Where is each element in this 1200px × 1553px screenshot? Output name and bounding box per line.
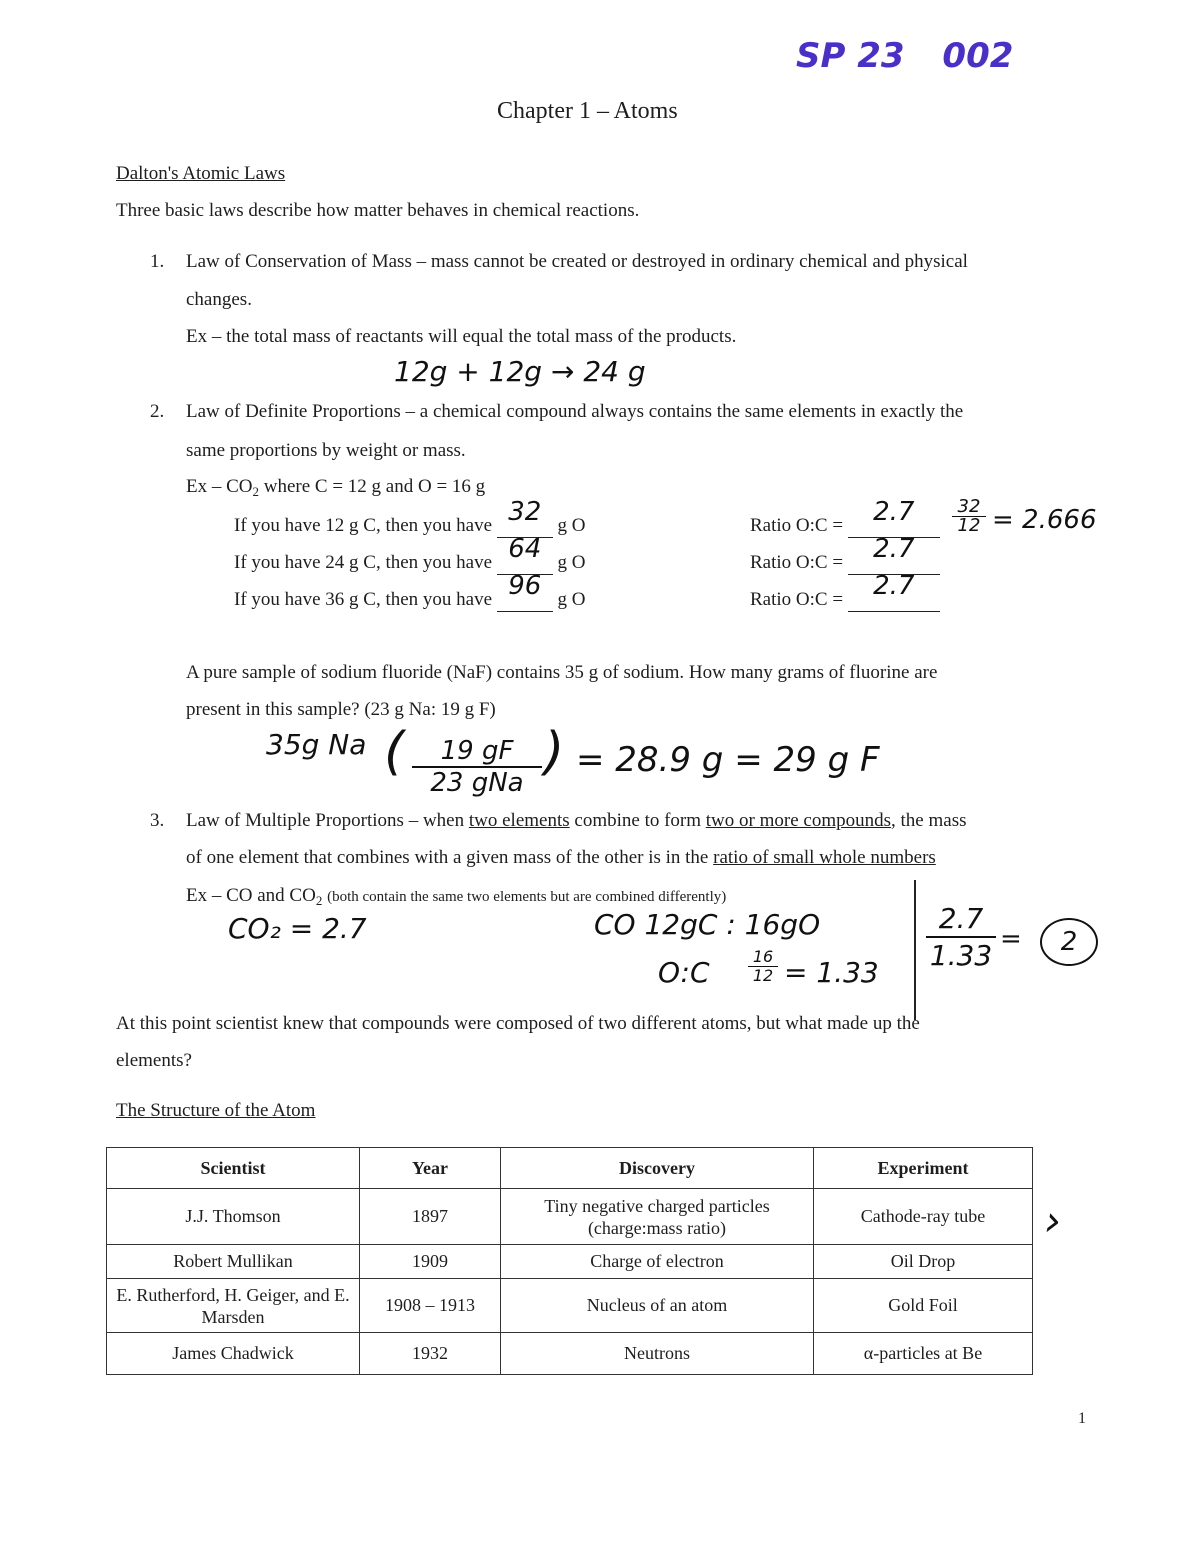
law3-hw-co2: CO₂ = 2.7 xyxy=(228,912,367,945)
law3-text-mid: combine to form xyxy=(569,810,706,831)
table-row xyxy=(107,1245,1033,1279)
naf-calc-result: = 28.9 g = 29 g F xyxy=(576,740,880,780)
proportion-unit: g O xyxy=(557,515,586,536)
table-row xyxy=(107,1279,1033,1333)
law2-example xyxy=(186,476,485,500)
cell-discovery: Nucleus of an atom xyxy=(501,1279,814,1333)
law2-text: Law of Definite Proportions – a chemical compound always contains the same elements in exactly the xyxy=(186,401,964,422)
proportion-answer: 64 xyxy=(508,534,542,564)
law3-hw-oc-num: 16 xyxy=(748,948,778,967)
law3-text-post: , the mass xyxy=(891,810,967,831)
table-side-mark: › xyxy=(1044,1196,1061,1245)
law1-text-cont: changes. xyxy=(186,289,252,310)
cell-experiment: Cathode-ray tube xyxy=(814,1189,1033,1245)
table-header-row xyxy=(107,1148,1033,1189)
atom-structure-table xyxy=(106,1147,1033,1375)
ratio-label: Ratio O:C = xyxy=(750,589,844,610)
section-number: 002 xyxy=(942,36,1014,76)
cell-experiment: Gold Foil xyxy=(814,1279,1033,1333)
law3-example-note: (both contain the same two elements but are combined differently) xyxy=(327,889,727,905)
header-discovery: Discovery xyxy=(501,1148,814,1189)
law2-example-prefix: Ex – CO xyxy=(186,476,253,497)
law3-number: 3. xyxy=(150,810,165,831)
ratio-row-3 xyxy=(750,571,940,612)
naf-question: A pure sample of sodium fluoride (NaF) contains 35 g of sodium. How many grams of fluorine are xyxy=(186,662,938,683)
ratio-answer-blank xyxy=(848,571,940,612)
cell-experiment: α-particles at Be xyxy=(814,1333,1033,1375)
structure-heading: The Structure of the Atom xyxy=(116,1100,316,1121)
cell-discovery: Charge of electron xyxy=(501,1245,814,1279)
course-code: SP 23 xyxy=(796,36,905,76)
page-number: 1 xyxy=(1078,1410,1086,1427)
cell-discovery: Neutrons xyxy=(501,1333,814,1375)
side-fraction-num: 32 xyxy=(952,498,986,517)
cell-year: 1909 xyxy=(360,1245,501,1279)
law3-text-pre: Law of Multiple Proportions – when xyxy=(186,810,469,831)
side-fraction-den: 12 xyxy=(957,515,981,536)
law3-text-b-pre: of one element that combines with a given mass of the other is in the xyxy=(186,847,714,868)
ratio-answer: 2.7 xyxy=(873,497,915,527)
naf-calc-paren-close: ) xyxy=(544,722,565,782)
law2-text-cont: same proportions by weight or mass. xyxy=(186,440,466,461)
proportion-prefix: If you have 24 g C, then you have xyxy=(234,552,493,573)
daltons-intro: Three basic laws describe how matter behaves in chemical reactions. xyxy=(116,200,640,221)
law3-underlined-3: ratio of small whole numbers xyxy=(713,847,936,868)
law3-example-prefix: Ex – CO and CO xyxy=(186,885,316,906)
law3-hw-oc-frac xyxy=(748,948,778,985)
side-fraction xyxy=(952,498,986,535)
proportion-answer-blank xyxy=(497,571,553,612)
ratio-answer: 2.7 xyxy=(873,534,915,564)
law3-hw-oc-result: = 1.33 xyxy=(784,956,879,989)
naf-calc-start: 35g Na xyxy=(266,728,367,761)
proportion-prefix: If you have 12 g C, then you have xyxy=(234,515,493,536)
proportion-answer: 96 xyxy=(508,571,542,601)
cell-experiment: Oil Drop xyxy=(814,1245,1033,1279)
cell-year: 1897 xyxy=(360,1189,501,1245)
law3-example-sub: 2 xyxy=(315,893,323,908)
header-scientist: Scientist xyxy=(107,1148,360,1189)
law3-text xyxy=(186,810,966,832)
header-experiment: Experiment xyxy=(814,1148,1033,1189)
course-annotation xyxy=(796,36,1013,76)
law1-number: 1. xyxy=(150,251,165,272)
page-title: Chapter 1 – Atoms xyxy=(497,98,678,124)
law3-hw-big-den: 1.33 xyxy=(929,939,993,972)
proportion-answer: 32 xyxy=(508,497,542,527)
closing-text-cont: elements? xyxy=(116,1050,192,1071)
naf-calc-fraction xyxy=(412,736,542,798)
cell-year: 1908 – 1913 xyxy=(360,1279,501,1333)
law3-hw-big-num: 2.7 xyxy=(926,902,996,938)
law3-hw-vertical-line xyxy=(914,880,916,1020)
law1-text: Law of Conservation of Mass – mass cannot be created or destroyed in ordinary chemical and physical xyxy=(186,251,968,272)
naf-calc-paren-open: ( xyxy=(384,722,405,782)
cell-year: 1932 xyxy=(360,1333,501,1375)
naf-calc-den: 23 gNa xyxy=(430,768,524,798)
law3-hw-big-fraction xyxy=(926,902,996,974)
law2-example-suffix: where C = 12 g and O = 16 g xyxy=(259,476,486,497)
closing-text: At this point scientist knew that compounds were composed of two different atoms, but what made up the xyxy=(116,1013,920,1034)
table-row xyxy=(107,1333,1033,1375)
law3-hw-equals: = xyxy=(1000,924,1022,954)
cell-scientist: Robert Mullikan xyxy=(107,1245,360,1279)
ratio-label: Ratio O:C = xyxy=(750,552,844,573)
cell-scientist: E. Rutherford, H. Geiger, and E. Marsden xyxy=(107,1279,360,1333)
cell-scientist: J.J. Thomson xyxy=(107,1189,360,1245)
law3-underlined-1: two elements xyxy=(468,810,570,831)
cell-discovery: Tiny negative charged particles (charge:mass ratio) xyxy=(501,1189,814,1245)
law3-example xyxy=(186,885,726,909)
daltons-heading: Dalton's Atomic Laws xyxy=(116,163,286,184)
naf-calc-num: 19 gF xyxy=(412,736,542,768)
law3-hw-co: CO 12gC : 16gO xyxy=(594,908,821,941)
law3-hw-answer: 2 xyxy=(1040,918,1098,966)
law3-hw-oc-den: 12 xyxy=(752,966,774,985)
law3-underlined-2: two or more compounds xyxy=(705,810,892,831)
table-row xyxy=(107,1189,1033,1245)
header-year: Year xyxy=(360,1148,501,1189)
proportion-prefix: If you have 36 g C, then you have xyxy=(234,589,493,610)
proportion-unit: g O xyxy=(557,589,586,610)
law3-hw-oc: O:C xyxy=(658,956,710,989)
proportion-unit: g O xyxy=(557,552,586,573)
law3-text-cont xyxy=(186,847,936,869)
law1-handwritten-calc: 12g + 12g → 24 g xyxy=(394,355,646,388)
ratio-label: Ratio O:C = xyxy=(750,515,844,536)
law2-example-sub: 2 xyxy=(252,484,259,499)
ratio-answer: 2.7 xyxy=(873,571,915,601)
side-fraction-result: = 2.666 xyxy=(992,505,1097,535)
law2-number: 2. xyxy=(150,401,165,422)
proportion-row-3 xyxy=(234,571,586,612)
law1-example: Ex – the total mass of reactants will equal the total mass of the products. xyxy=(186,326,737,347)
naf-question-cont: present in this sample? (23 g Na: 19 g F) xyxy=(186,699,496,720)
cell-scientist: James Chadwick xyxy=(107,1333,360,1375)
